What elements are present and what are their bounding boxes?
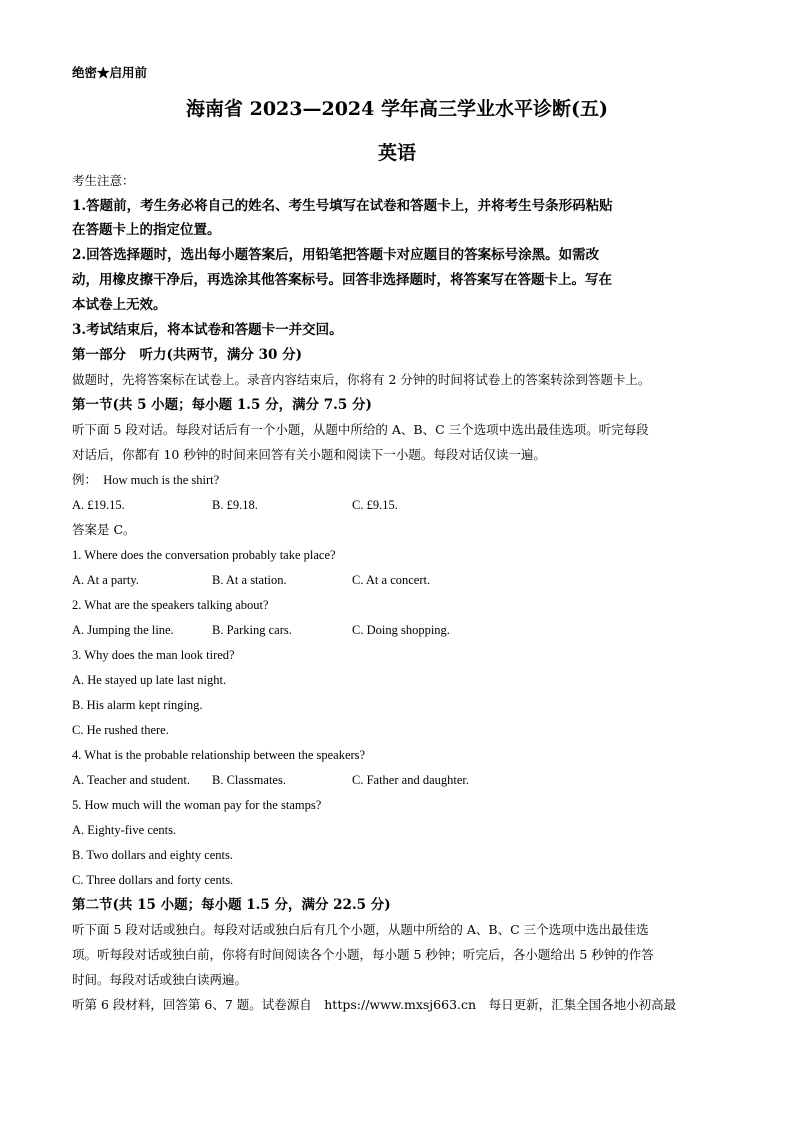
section2-heading: 第二节(共 15 小题；每小题 1.5 分，满分 22.5 分): [72, 897, 391, 913]
section1-instruction-line-1: 听下面 5 段对话。每段对话后有一个小题，从题中所给的 A、B、C 三个选项中选出最佳选项。听完每段: [72, 422, 649, 437]
question-3-option-c: C. He rushed there.: [72, 723, 169, 737]
question-2: 2. What are the speakers talking about?: [72, 598, 269, 612]
question-5-option-a: A. Eighty-five cents.: [72, 823, 177, 837]
notice-item-3: 3.考试结束后，将本试卷和答题卡一并交回。: [72, 322, 343, 338]
question-4-option-c: C. Father and daughter.: [352, 773, 469, 787]
section1-instruction-line-2: 对话后，你都有 10 秒钟的时间来回答有关小题和阅读下一小题。每段对话仅读一遍。: [72, 447, 546, 462]
question-3-option-b: B. His alarm kept ringing.: [72, 698, 203, 712]
example-option-a: A. £19.15.: [72, 498, 125, 512]
question-1-option-a: A. At a party.: [72, 573, 139, 587]
question-3: 3. Why does the man look tired?: [72, 648, 235, 662]
notice-item-2-line-1: 2.回答选择题时，选出每小题答案后，用铅笔把答题卡对应题目的答案标号涂黑。如需改: [72, 247, 600, 263]
question-1-option-c: C. At a concert.: [352, 573, 431, 587]
notice-item-2-line-3: 本试卷上无效。: [72, 297, 167, 313]
question-5-option-c: C. Three dollars and forty cents.: [72, 873, 234, 887]
part1-heading: 第一部分 听力(共两节，满分 30 分): [72, 347, 302, 363]
notice-item-2-line-2: 动，用橡皮擦干净后，再选涂其他答案标号。回答非选择题时，将答案写在答题卡上。写在: [72, 272, 612, 288]
part1-instruction: 做题时，先将答案标在试卷上。录音内容结束后，你将有 2 分钟的时间将试卷上的答案转涂到答题卡上。: [72, 372, 651, 387]
example-option-c: C. £9.15.: [352, 498, 398, 512]
section2-instruction-line-3: 时间。每段对话或独白读两遍。: [72, 972, 248, 987]
notice-item-1-line-2: 在答题卡上的指定位置。: [72, 222, 221, 238]
example-question: 例： How much is the shirt?: [72, 473, 220, 487]
confidential-label: 绝密★启用前: [72, 65, 148, 80]
notice-heading: 考生注意：: [72, 173, 135, 188]
notice-item-1-line-1: 1.答题前，考生务必将自己的姓名、考生号填写在试卷和答题卡上，并将考生号条形码粘贴: [72, 198, 613, 214]
question-2-option-a: A. Jumping the line.: [72, 623, 174, 637]
question-3-option-a: A. He stayed up late last night.: [72, 673, 227, 687]
question-4-option-b: B. Classmates.: [212, 773, 286, 787]
question-4: 4. What is the probable relationship between the speakers?: [72, 748, 366, 762]
question-2-option-b: B. Parking cars.: [212, 623, 292, 637]
section1-heading: 第一节(共 5 小题；每小题 1.5 分，满分 7.5 分): [72, 397, 372, 413]
question-1-option-b: B. At a station.: [212, 573, 287, 587]
section2-instruction-line-2: 项。听每段对话或独白前，你将有时间阅读各个小题，每小题 5 秒钟；听完后，各小题给出 5 秒钟的作答: [72, 947, 654, 962]
example-answer: 答案是 C。: [72, 522, 136, 537]
material-6-instruction: 听第 6 段材料，回答第 6、7 题。试卷源自 https://www.mxsj663.cn 每日更新，汇集全国各地小初高最: [72, 997, 677, 1012]
question-4-option-a: A. Teacher and student.: [72, 773, 190, 787]
question-5: 5. How much will the woman pay for the stamps?: [72, 798, 322, 812]
section2-instruction-line-1: 听下面 5 段对话或独白。每段对话或独白后有几个小题，从题中所给的 A、B、C 三个选项中选出最佳选: [72, 922, 649, 937]
question-5-option-b: B. Two dollars and eighty cents.: [72, 848, 234, 862]
subject-title: 英语: [377, 142, 416, 164]
exam-title: 海南省 2023—2024 学年高三学业水平诊断(五): [186, 98, 608, 120]
question-2-option-c: C. Doing shopping.: [352, 623, 450, 637]
example-option-b: B. £9.18.: [212, 498, 258, 512]
question-1: 1. Where does the conversation probably take place?: [72, 548, 336, 562]
